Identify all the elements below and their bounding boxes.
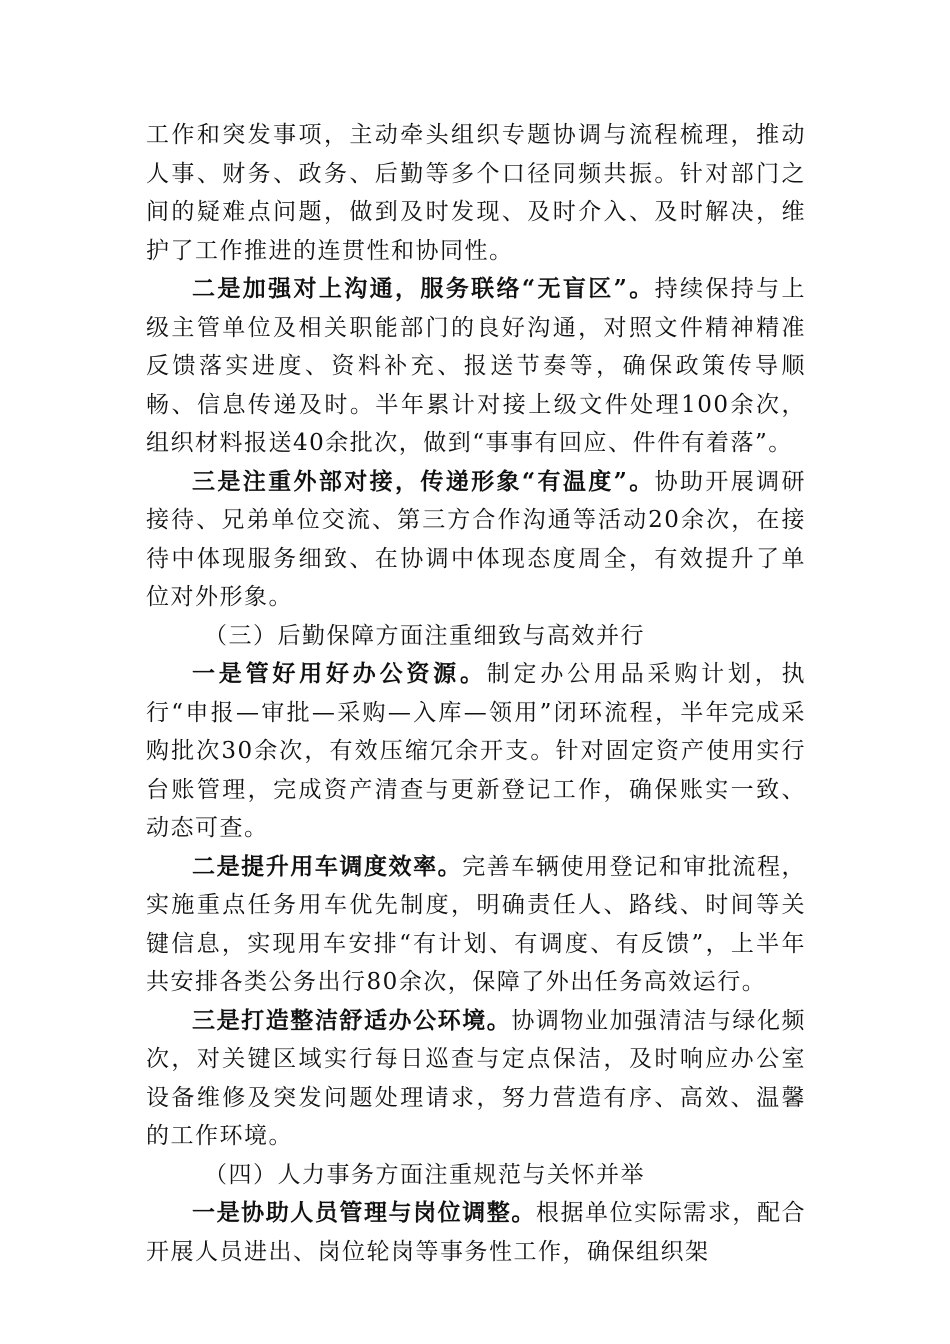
paragraph-continuation: [146, 116, 806, 270]
paragraph-office-resources: [146, 655, 806, 848]
paragraph-lead: 三是打造整洁舒适办公环境。: [192, 1006, 512, 1034]
paragraph-body: 协助开展调研接待、兄弟单位交流、第三方合作沟通等活动20余次，在接待中体现服务细致、在协调中体现态度周全，有效提升了单位对外形象。: [146, 468, 806, 610]
paragraph-personnel-management: [146, 1194, 806, 1271]
section-heading-text: （三）后勤保障方面注重细致与高效并行: [204, 622, 645, 649]
paragraph-body: 持续保持与上级主管单位及相关职能部门的良好沟通，对照文件精神精准反馈落实进度、资料补充、报送节奏等，确保政策传导顺畅、信息传递及时。半年累计对接上级文件处理100余次，组织材料报送40余批次，做到“事事有回应、件件有着落”。: [146, 276, 806, 456]
paragraph-body: 根据单位实际需求，配合开展人员进出、岗位轮岗等事务性工作，确保组织架: [146, 1200, 806, 1265]
paragraph-lead: 三是注重外部对接，传递形象“有温度”。: [192, 467, 655, 495]
paragraph-upward-communication: [146, 270, 806, 463]
paragraph-vehicle-dispatch: [146, 848, 806, 1002]
paragraph-lead: 一是协助人员管理与岗位调整。: [192, 1199, 536, 1226]
paragraph-external-liaison: [146, 463, 806, 617]
paragraph-body: 制定办公用品采购计划，执行“申报—审批—采购—入库—领用”闭环流程，半年完成采购批次30余次，有效压缩冗余开支。针对固定资产使用实行台账管理，完成资产清查与更新登记工作，确保账实一致、动态可查。: [146, 661, 807, 841]
section-heading-hr: [146, 1156, 806, 1195]
section-heading-text: （四）人力事务方面注重规范与关怀并举: [204, 1161, 645, 1188]
paragraph-office-environment: [146, 1002, 806, 1156]
section-heading-logistics: [146, 617, 806, 656]
paragraph-lead: 一是管好用好办公资源。: [192, 660, 487, 687]
paragraph-body: 工作和突发事项，主动牵头组织专题协调与流程梳理，推动人事、财务、政务、后勤等多个口径同频共振。针对部门之间的疑难点问题，做到及时发现、及时介入、及时解决，维护了工作推进的连贯性和协同性。: [146, 122, 806, 264]
paragraph-lead: 二是提升用车调度效率。: [192, 852, 463, 880]
paragraph-body: 完善车辆使用登记和审批流程，实施重点任务用车优先制度，明确责任人、路线、时间等关键信息，实现用车安排“有计划、有调度、有反馈”，上半年共安排各类公务出行80余次，保障了外出任务高效运行。: [146, 853, 806, 995]
document-page: [146, 116, 806, 1271]
paragraph-body: 协调物业加强清洁与绿化频次，对关键区域实行每日巡查与定点保洁，及时响应办公室设备维修及突发问题处理请求，努力营造有序、高效、温馨的工作环境。: [146, 1007, 806, 1149]
paragraph-lead: 二是加强对上沟通，服务联络“无盲区”。: [192, 275, 655, 302]
